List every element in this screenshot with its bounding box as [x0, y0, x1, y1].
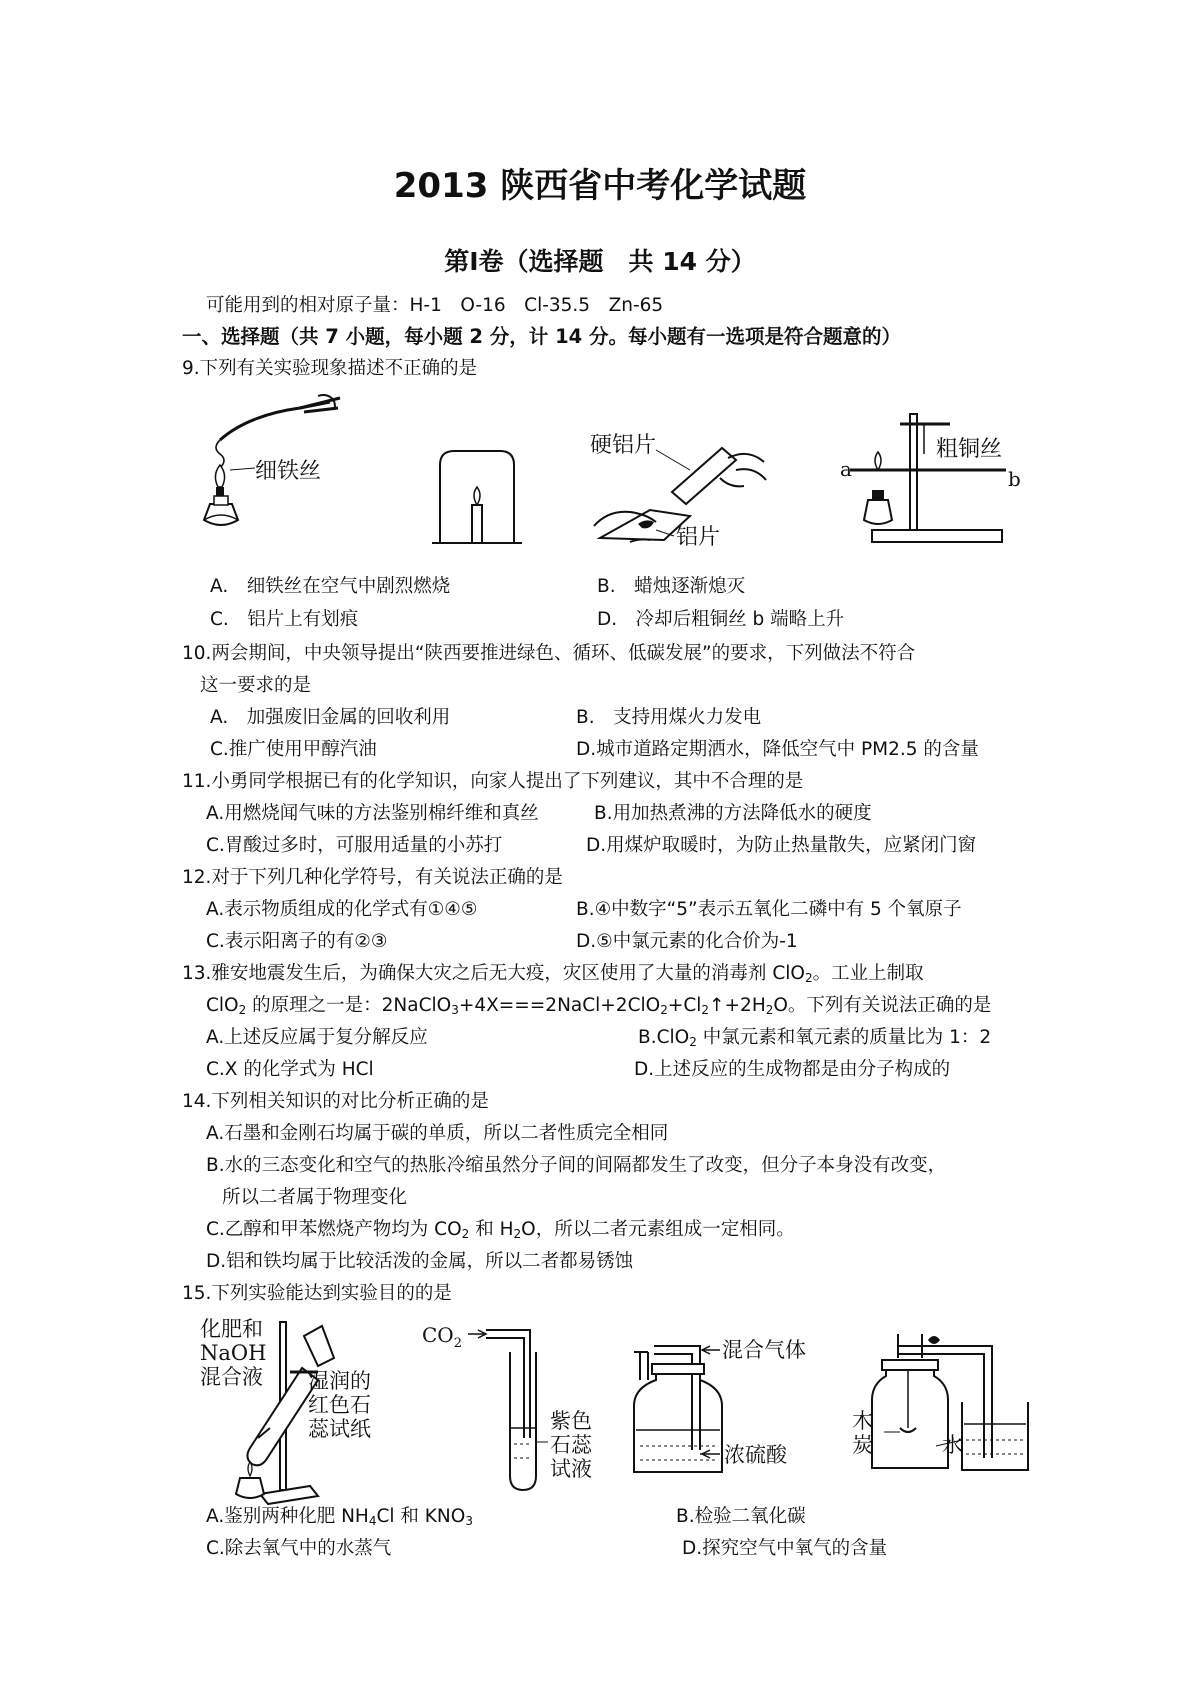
q15-figure-co2-test [418, 1318, 598, 1508]
litmus-label-2: 红色石 [308, 1393, 371, 1417]
purple-label-3: 试液 [550, 1457, 592, 1481]
q14-option-a: A.石墨和金刚石均属于碳的单质，所以二者性质完全相同 [206, 1123, 669, 1144]
q9-figure-copper-wire [840, 410, 1020, 550]
hard-aluminum-label: 硬铝片 [590, 433, 657, 458]
q10-option-b: B. 支持用煤火力发电 [576, 707, 762, 728]
charcoal-label-1: 木 [852, 1409, 873, 1433]
section-subtitle: 第Ⅰ卷（选择题 共 14 分） [444, 247, 756, 276]
q12-option-c: C.表示阳离子的有②③ [206, 931, 388, 952]
q9-figure-iron-wire [200, 392, 360, 552]
q14-stem: 14.下列相关知识的对比分析正确的是 [182, 1091, 489, 1112]
q14-option-c: C.乙醇和甲苯燃烧产物均为 $CO_2$ 和 $H_2O$，所以二者元素组成一定相同。 [206, 1219, 795, 1241]
q10-stem-line2: 这一要求的是 [200, 675, 312, 696]
copper-wire-label: 粗铜丝 [936, 437, 1003, 462]
aluminum-label: 铝片 [676, 525, 721, 550]
q9-option-d: D. 冷却后粗铜丝 b 端略上升 [597, 609, 845, 630]
purple-label-2: 石蕊 [550, 1433, 592, 1457]
q14-option-d: D.铝和铁均属于比较活泼的金属，所以二者都易锈蚀 [206, 1251, 634, 1272]
q10-stem-line1: 10.两会期间，中央领导提出“陕西要推进绿色、循环、低碳发展”的要求，下列做法不符合 [182, 643, 916, 664]
fertilizer-label-2: NaOH [200, 1341, 267, 1365]
q15-figure-oxygen-content [852, 1328, 1032, 1478]
q15-option-b: B.检验二氧化碳 [676, 1506, 806, 1527]
atomic-masses: 可能用到的相对原子量：H-1 O-16 Cl-35.5 Zn-65 [206, 295, 664, 316]
q15-option-a: A.鉴别两种化肥 $NH_4Cl$ 和 $KNO_3$ [206, 1506, 473, 1528]
q14-option-b-line2: 所以二者属于物理变化 [222, 1187, 408, 1208]
q15-stem: 15.下列实验能达到实验目的的是 [182, 1283, 452, 1304]
co2-label: $CO_2$ [422, 1323, 462, 1351]
section-heading: 一、选择题（共 7 小题，每小题 2 分，计 14 分。每小题有一选项是符合题意的） [182, 325, 902, 348]
page-title: 2013 陕西省中考化学试题 [393, 166, 807, 206]
iron-wire-label: 细铁丝 [255, 459, 322, 484]
q11-option-c: C.胃酸过多时，可服用适量的小苏打 [206, 835, 503, 856]
q9-figure-candle-jar [432, 447, 522, 547]
q11-stem: 11.小勇同学根据已有的化学知识，向家人提出了下列建议，其中不合理的是 [182, 771, 804, 792]
q9-option-c: C. 铝片上有划痕 [210, 609, 359, 630]
q9-option-b: B. 蜡烛逐渐熄灭 [597, 576, 746, 597]
charcoal-label-2: 炭 [852, 1433, 873, 1457]
q13-stem-line1: 13.雅安地震发生后，为确保大灾之后无大疫，灾区使用了大量的消毒剂 ClO$_2$。工业上制取 [182, 963, 924, 985]
q13-option-d: D.上述反应的生成物都是由分子构成的 [634, 1059, 951, 1080]
end-a-label: a [840, 457, 852, 481]
q9-option-a: A. 细铁丝在空气中剧烈燃烧 [210, 576, 451, 597]
q10-option-c: C.推广使用甲醇汽油 [210, 739, 377, 760]
q12-option-d: D.⑤中氯元素的化合价为-1 [576, 931, 798, 952]
q15-option-d: D.探究空气中氧气的含量 [682, 1538, 888, 1559]
q11-option-d: D.用煤炉取暖时，为防止热量散失，应紧闭门窗 [586, 835, 977, 856]
litmus-label-3: 蕊试纸 [308, 1417, 371, 1441]
q13-option-c: C.X 的化学式为 HCl [206, 1059, 374, 1080]
fertilizer-label-1: 化肥和 [200, 1317, 263, 1341]
conc-acid-label: 浓硫酸 [724, 1443, 787, 1467]
q12-stem: 12.对于下列几种化学符号，有关说法正确的是 [182, 867, 563, 888]
litmus-label-1: 湿润的 [308, 1369, 371, 1393]
q11-option-a: A.用燃烧闻气味的方法鉴别棉纤维和真丝 [206, 803, 539, 824]
q11-option-b: B.用加热煮沸的方法降低水的硬度 [594, 803, 872, 824]
end-b-label: b [1008, 467, 1021, 491]
q15-option-c: C.除去氧气中的水蒸气 [206, 1538, 392, 1559]
purple-label-1: 紫色 [550, 1409, 592, 1433]
q15-figure-gas-washing [630, 1330, 810, 1480]
q9-figure-aluminum-scratch [590, 430, 770, 550]
q12-option-b: B.④中数字“5”表示五氧化二磷中有 5 个氧原子 [576, 899, 962, 920]
q13-stem-line2: ClO$_2$ 的原理之一是：$2NaClO_3+4X===2NaCl+2ClO_2+Cl_2↑+2H_2O$。下列有关说法正确的是 [206, 995, 992, 1017]
water-label: 水 [942, 1433, 963, 1457]
q9-stem: 9.下列有关实验现象描述不正确的是 [182, 358, 478, 379]
q15-figure-fertilizer [200, 1318, 380, 1508]
q12-option-a: A.表示物质组成的化学式有①④⑤ [206, 899, 478, 920]
mixed-gas-label: 混合气体 [722, 1338, 806, 1362]
q14-option-b-line1: B.水的三态变化和空气的热胀冷缩虽然分子间的间隔都发生了改变，但分子本身没有改变， [206, 1155, 947, 1176]
q13-option-a: A.上述反应属于复分解反应 [206, 1027, 428, 1048]
q13-option-b: B.ClO$_2$ 中氯元素和氧元素的质量比为 1：2 [638, 1027, 992, 1049]
q10-option-a: A. 加强废旧金属的回收利用 [210, 707, 451, 728]
q10-option-d: D.城市道路定期洒水，降低空气中 PM2.5 的含量 [576, 739, 979, 760]
fertilizer-label-3: 混合液 [200, 1365, 263, 1389]
